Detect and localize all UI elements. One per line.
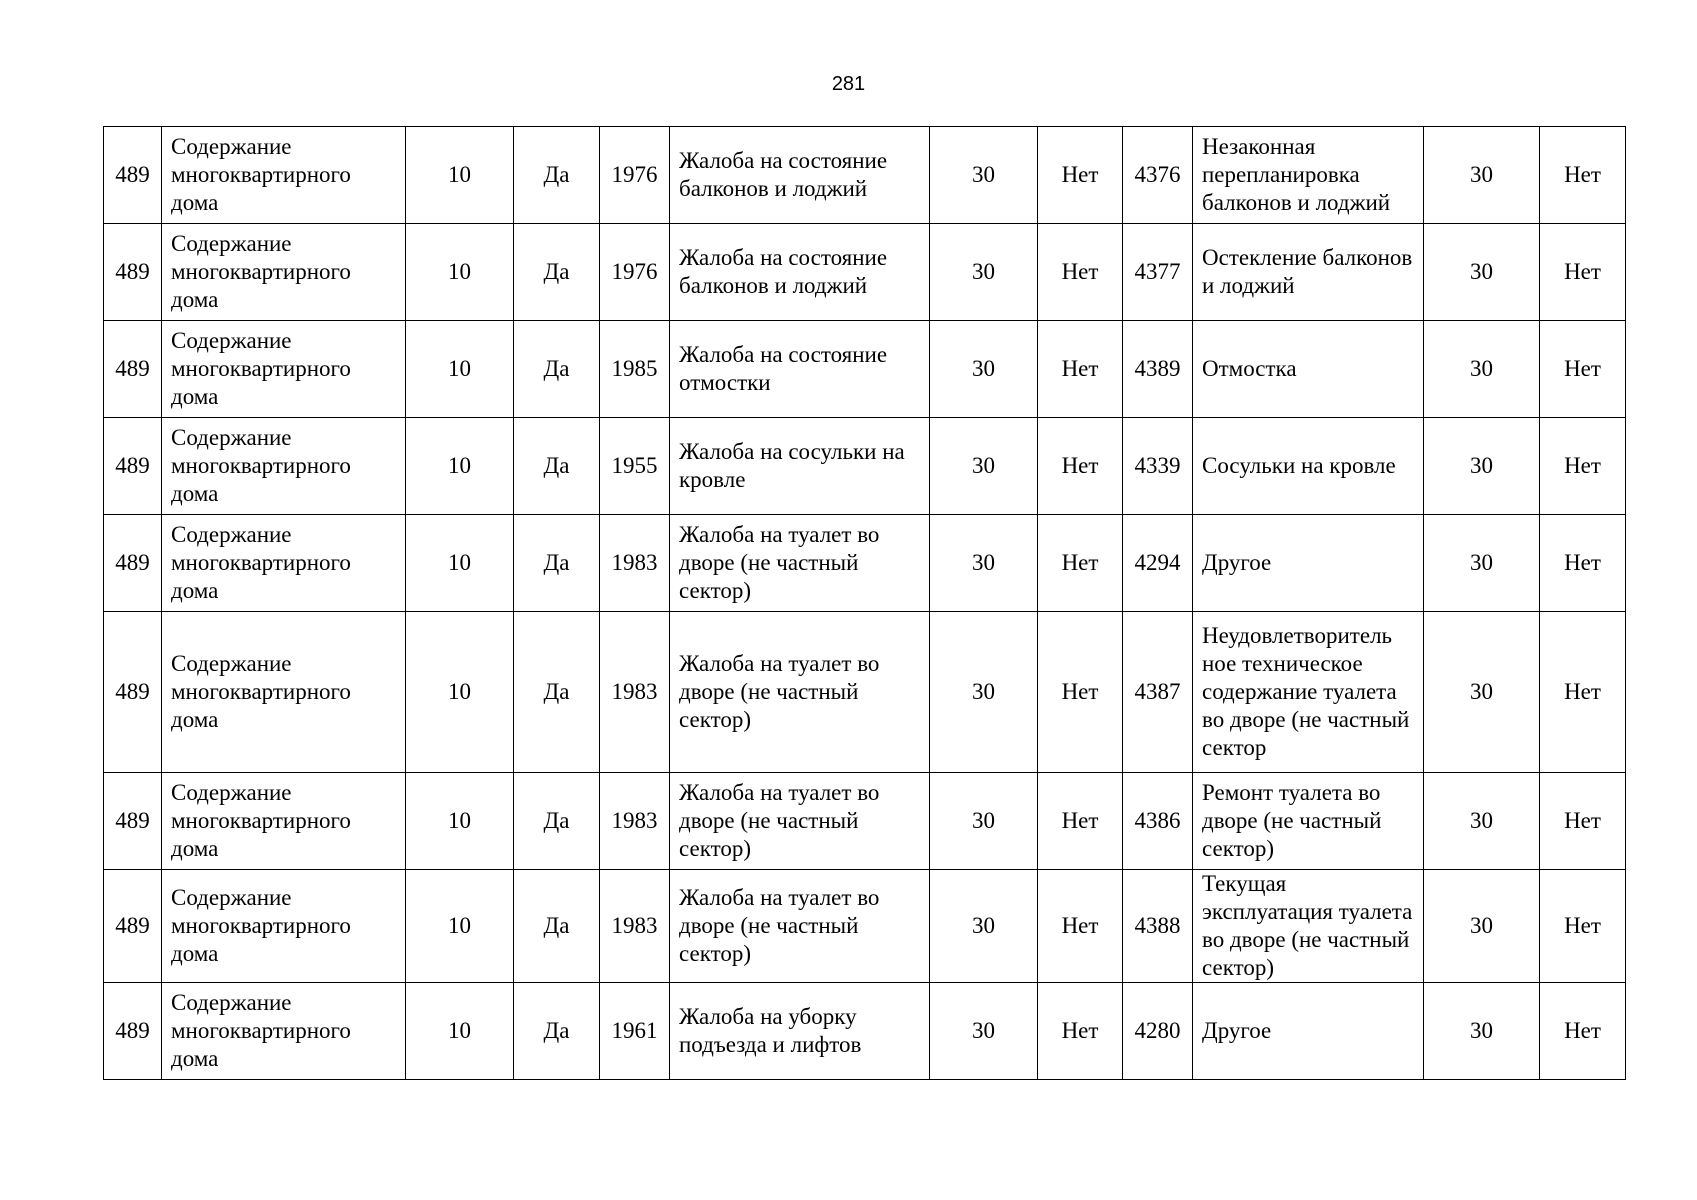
sub-code-cell: 4280 [1123,983,1193,1080]
flag-cell: Да [514,870,600,983]
table-row [104,321,1626,418]
registry-table [103,126,1626,1080]
flag-cell: Да [514,127,600,224]
sub-code-cell: 4376 [1123,127,1193,224]
term-cell: 30 [930,321,1038,418]
days-cell: 10 [406,321,514,418]
term2-cell: 30 [1424,515,1540,612]
subtopic-cell: Остекление балконов и лоджий [1193,224,1424,321]
subtopic-cell: Другое [1193,983,1424,1080]
topic-cell: Жалоба на сосульки на кровле [670,418,930,515]
term2-cell: 30 [1424,983,1540,1080]
days-cell: 10 [406,773,514,870]
category-cell: Содержание многоквартирного дома [162,870,406,983]
id-cell: 489 [104,224,162,321]
term-cell: 30 [930,224,1038,321]
sub-code-cell: 4294 [1123,515,1193,612]
days-cell: 10 [406,983,514,1080]
id-cell: 489 [104,983,162,1080]
flag2-cell: Нет [1038,321,1123,418]
table-row [104,224,1626,321]
table-row [104,127,1626,224]
flag2-cell: Нет [1038,870,1123,983]
flag-cell: Да [514,612,600,773]
term2-cell: 30 [1424,773,1540,870]
table-row [104,870,1626,983]
subtopic-cell: Ремонт туалета во дворе (не частный сектор) [1193,773,1424,870]
flag3-cell: Нет [1540,224,1626,321]
sub-code-cell: 4389 [1123,321,1193,418]
days-cell: 10 [406,612,514,773]
term2-cell: 30 [1424,612,1540,773]
term-cell: 30 [930,773,1038,870]
topic-cell: Жалоба на состояние балконов и лоджий [670,127,930,224]
id-cell: 489 [104,773,162,870]
topic-cell: Жалоба на туалет во дворе (не частный сектор) [670,515,930,612]
topic-code-cell: 1985 [600,321,670,418]
term-cell: 30 [930,418,1038,515]
flag3-cell: Нет [1540,321,1626,418]
subtopic-cell: Отмостка [1193,321,1424,418]
category-cell: Содержание многоквартирного дома [162,515,406,612]
flag2-cell: Нет [1038,515,1123,612]
flag2-cell: Нет [1038,983,1123,1080]
topic-cell: Жалоба на туалет во дворе (не частный сектор) [670,612,930,773]
table-row [104,418,1626,515]
id-cell: 489 [104,127,162,224]
subtopic-cell: Сосульки на кровле [1193,418,1424,515]
id-cell: 489 [104,321,162,418]
days-cell: 10 [406,870,514,983]
topic-code-cell: 1983 [600,870,670,983]
page-number: 281 [831,73,866,95]
term2-cell: 30 [1424,870,1540,983]
flag2-cell: Нет [1038,224,1123,321]
category-cell: Содержание многоквартирного дома [162,321,406,418]
term-cell: 30 [930,870,1038,983]
flag2-cell: Нет [1038,773,1123,870]
topic-code-cell: 1976 [600,127,670,224]
flag-cell: Да [514,418,600,515]
topic-code-cell: 1983 [600,773,670,870]
table-row [104,612,1626,773]
flag3-cell: Нет [1540,983,1626,1080]
id-cell: 489 [104,515,162,612]
topic-cell: Жалоба на уборку подъезда и лифтов [670,983,930,1080]
sub-code-cell: 4339 [1123,418,1193,515]
flag2-cell: Нет [1038,127,1123,224]
flag3-cell: Нет [1540,612,1626,773]
term2-cell: 30 [1424,321,1540,418]
term-cell: 30 [930,612,1038,773]
sub-code-cell: 4388 [1123,870,1193,983]
table-row [104,773,1626,870]
subtopic-cell: Текущая эксплуатация туалета во дворе (не частный сектор) [1193,870,1424,983]
subtopic-cell: Незаконная перепланировка балконов и лоджий [1193,127,1424,224]
topic-cell: Жалоба на туалет во дворе (не частный сектор) [670,870,930,983]
subtopic-cell: Другое [1193,515,1424,612]
category-cell: Содержание многоквартирного дома [162,127,406,224]
flag-cell: Да [514,773,600,870]
flag3-cell: Нет [1540,515,1626,612]
days-cell: 10 [406,127,514,224]
topic-cell: Жалоба на состояние балконов и лоджий [670,224,930,321]
flag3-cell: Нет [1540,773,1626,870]
topic-cell: Жалоба на состояние отмостки [670,321,930,418]
term-cell: 30 [930,127,1038,224]
table-row [104,515,1626,612]
flag3-cell: Нет [1540,127,1626,224]
table-row [104,983,1626,1080]
category-cell: Содержание многоквартирного дома [162,612,406,773]
topic-code-cell: 1976 [600,224,670,321]
term2-cell: 30 [1424,224,1540,321]
days-cell: 10 [406,515,514,612]
term-cell: 30 [930,983,1038,1080]
topic-code-cell: 1983 [600,515,670,612]
sub-code-cell: 4387 [1123,612,1193,773]
sub-code-cell: 4386 [1123,773,1193,870]
topic-code-cell: 1983 [600,612,670,773]
category-cell: Содержание многоквартирного дома [162,983,406,1080]
term2-cell: 30 [1424,127,1540,224]
term2-cell: 30 [1424,418,1540,515]
id-cell: 489 [104,612,162,773]
days-cell: 10 [406,224,514,321]
id-cell: 489 [104,418,162,515]
subtopic-cell: Неудовлетворитель ное техническое содержание туалета во дворе (не частный сектор [1193,612,1424,773]
days-cell: 10 [406,418,514,515]
flag-cell: Да [514,515,600,612]
topic-cell: Жалоба на туалет во дворе (не частный сектор) [670,773,930,870]
category-cell: Содержание многоквартирного дома [162,224,406,321]
topic-code-cell: 1955 [600,418,670,515]
flag2-cell: Нет [1038,418,1123,515]
flag3-cell: Нет [1540,418,1626,515]
category-cell: Содержание многоквартирного дома [162,773,406,870]
flag2-cell: Нет [1038,612,1123,773]
flag-cell: Да [514,321,600,418]
category-cell: Содержание многоквартирного дома [162,418,406,515]
term-cell: 30 [930,515,1038,612]
flag-cell: Да [514,983,600,1080]
sub-code-cell: 4377 [1123,224,1193,321]
flag-cell: Да [514,224,600,321]
id-cell: 489 [104,870,162,983]
flag3-cell: Нет [1540,870,1626,983]
topic-code-cell: 1961 [600,983,670,1080]
